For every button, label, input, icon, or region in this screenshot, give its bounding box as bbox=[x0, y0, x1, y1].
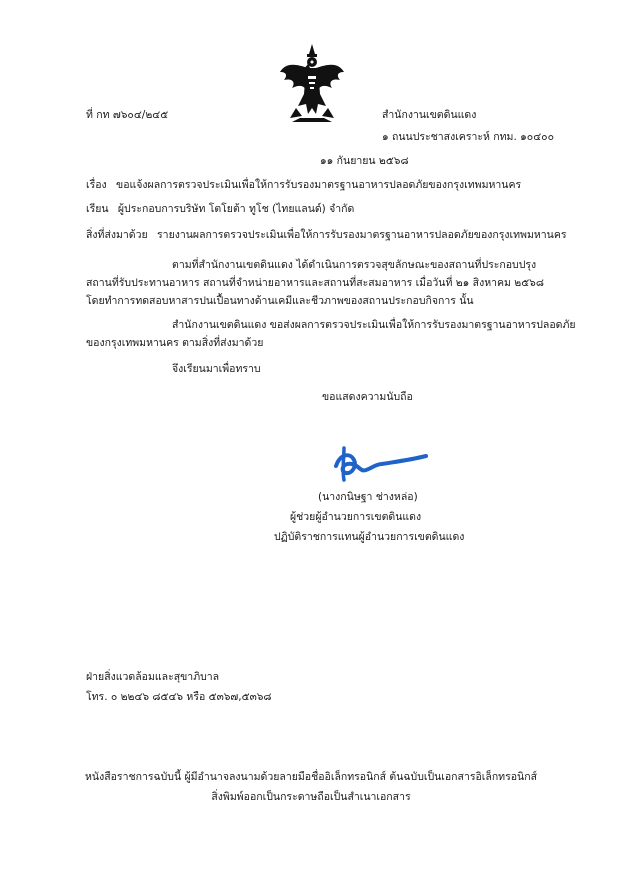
signer-name: (นางกนิษฐา ช่างหล่อ) bbox=[318, 491, 418, 503]
garuda-emblem-icon bbox=[278, 42, 346, 124]
footer-note-line1: หนังสือราชการฉบับนี้ ผู้มีอำนาจลงนามด้วยลายมือชื่ออิเล็กทรอนิกส์ ต้นฉบับเป็นเอกสารอิเล็กทรอนิกส์ bbox=[84, 771, 537, 783]
enclosure-label: สิ่งที่ส่งมาด้วย bbox=[86, 229, 148, 241]
signer-position-2: ปฏิบัติราชการแทนผู้อำนวยการเขตดินแดง bbox=[274, 531, 465, 543]
footer-note-line2: สิ่งพิมพ์ออกเป็นกระดาษถือเป็นสำเนาเอกสาร bbox=[211, 791, 411, 803]
enclosure-row bbox=[86, 226, 567, 243]
body-para1-line1: ตามที่สำนักงานเขตดินแดง ได้ดำเนินการตรวจสุขลักษณะของสถานที่ประกอบปรุง bbox=[172, 259, 537, 271]
office-name: สำนักงานเขตดินแดง bbox=[382, 109, 477, 121]
recipient-row bbox=[86, 200, 354, 217]
subject-row bbox=[86, 176, 521, 193]
contact-department: ฝ่ายสิ่งแวดล้อมและสุขาภิบาล bbox=[86, 671, 220, 683]
body-para2-line2: ของกรุงเทพมหานคร ตามสิ่งที่ส่งมาด้วย bbox=[86, 337, 264, 349]
body-para1-line3: โดยทำการทดสอบหาสารปนเปื้อนทางด้านเคมีและชีวภาพของสถานประกอบกิจการ นั้น bbox=[86, 295, 474, 307]
body-para2-line1: สำนักงานเขตดินแดง ขอส่งผลการตรวจประเมินเพื่อให้การรับรองมาตรฐานอาหารปลอดภัย bbox=[172, 319, 576, 331]
closing-regards: ขอแสดงความนับถือ bbox=[322, 391, 413, 403]
recipient-text: ผู้ประกอบการบริษัท โตโยต้า ทูโช (ไทยแลนด์) จำกัด bbox=[117, 203, 355, 215]
reference-number: ที่ กท ๗๖๐๔/๒๔๕ bbox=[86, 109, 169, 121]
recipient-label: เรียน bbox=[86, 203, 109, 215]
body-para1-line2: สถานที่รับประทานอาหาร สถานที่จำหน่ายอาหารและสถานที่สะสมอาหาร เมื่อวันที่ ๒๑ สิงหาคม ๒๕๖๘ bbox=[86, 277, 544, 289]
enclosure-text: รายงานผลการตรวจประเมินเพื่อให้การรับรองมาตรฐานอาหารปลอดภัยของกรุงเทพมหานคร bbox=[157, 229, 567, 241]
signature-image bbox=[330, 440, 430, 485]
subject-label: เรื่อง bbox=[86, 179, 107, 191]
document-date: ๑๑ กันยายน ๒๕๖๘ bbox=[320, 155, 409, 167]
body-para3: จึงเรียนมาเพื่อทราบ bbox=[172, 363, 261, 375]
contact-phone: โทร. ๐ ๒๒๔๖ ๘๕๔๖ หรือ ๕๓๖๗,๕๓๖๘ bbox=[86, 691, 272, 703]
subject-text: ขอแจ้งผลการตรวจประเมินเพื่อให้การรับรองมาตรฐานอาหารปลอดภัยของกรุงเทพมหานคร bbox=[116, 179, 522, 191]
office-address: ๑ ถนนประชาสงเคราะห์ กทม. ๑๐๔๐๐ bbox=[382, 131, 554, 143]
signer-position-1: ผู้ช่วยผู้อำนวยการเขตดินแดง bbox=[290, 511, 422, 523]
